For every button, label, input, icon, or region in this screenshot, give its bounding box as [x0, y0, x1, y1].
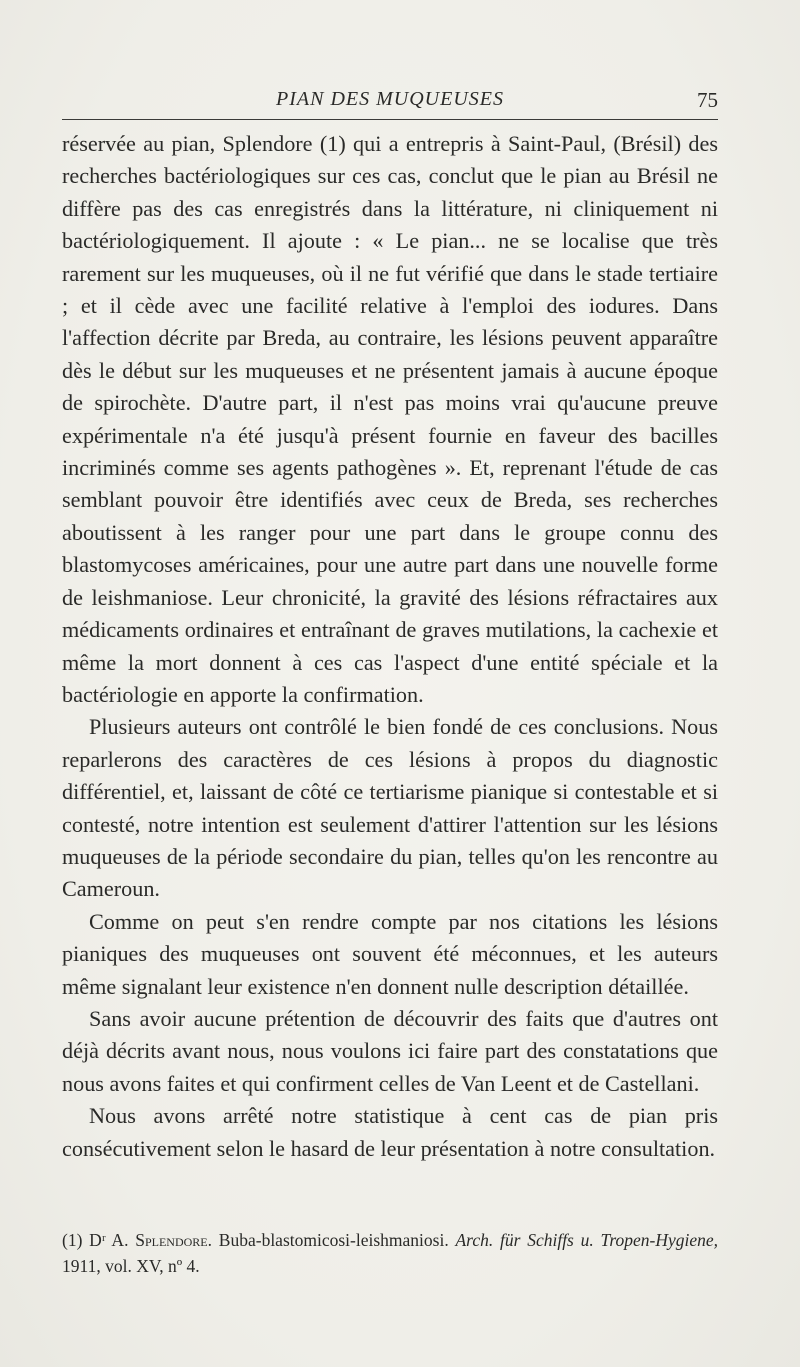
footnote: [62, 1227, 718, 1279]
paragraph-3: Comme on peut s'en rendre compte par nos citations les lésions pianiques des muqueuses ont souvent été méconnues, et les auteurs même signalant leur existence n'en donnent nulle description détaillée.: [62, 908, 718, 999]
body-text: [62, 128, 718, 1165]
footnote-marker: (1) Dʳ A.: [62, 1230, 129, 1250]
footnote-journal: Arch. für Schiffs u. Tropen-Hygiene,: [455, 1230, 718, 1250]
footnote-text: [62, 1227, 718, 1279]
page-number: 75: [697, 88, 718, 112]
header-rule: [62, 119, 718, 120]
footnote-title: Buba-blastomicosi-leishmaniosi.: [218, 1230, 449, 1250]
paragraph-1: réservée au pian, Splendore (1) qui a entrepris à Saint-Paul, (Brésil) des recherches bactériologiques sur ces cas, conclut que le pian au Brésil ne diffère pas des cas enregistrés dans la littérature, ni cliniquement ni bactériologiquement. Il ajoute : « Le pian... ne se localise que très rarement sur les muqueuses, où il ne fut vérifié que dans le stade tertiaire ; et il cède avec une facilité relative à l'emploi des iodures. Dans l'affection décrite par Breda, au contraire, les lésions peuvent apparaître dès le début sur les muqueuses et ne présentent jamais à aucune époque de spirochète. D'autre part, il n'est pas moins vrai qu'aucune preuve expérimentale n'a été jusqu'à présent fournie en faveur des bacilles incriminés comme ses agents pathogènes ». Et, reprenant l'étude de cas semblant pouvoir être identifiés avec ceux de Breda, ses recherches aboutissent à les ranger pour une part dans le groupe connu des blastomycoses américaines, pour une autre part dans une nouvelle forme de leishmaniose. Leur chronicité, la gravité des lésions réfractaires aux médicaments ordinaires et entraînant de graves mutilations, la cachexie et même la mort donnent à ces cas l'aspect d'une entité spéciale et la bactériologie en apporte la confirmation.: [62, 131, 718, 707]
running-title: PIAN DES MUQUEUSES: [276, 88, 504, 110]
footnote-author: Splendore.: [135, 1230, 213, 1250]
page-header: [62, 88, 718, 118]
footnote-details: 1911, vol. XV, nº 4.: [62, 1256, 200, 1276]
paragraph-4: Sans avoir aucune prétention de découvrir des faits que d'autres ont déjà décrits avant nous, nous voulons ici faire part des constatations que nous avons faites et qui confirment celles de Van Leent et de Castellani.: [62, 1005, 718, 1096]
paragraph-5: Nous avons arrêté notre statistique à cent cas de pian pris consécutivement selon le hasard de leur présentation à notre consultation.: [62, 1103, 718, 1161]
paragraph-2: Plusieurs auteurs ont contrôlé le bien fondé de ces conclusions. Nous reparlerons des caractères de ces lésions à propos du diagnostic différentiel, et, laissant de côté ce tertiarisme pianique si contestable et si contesté, notre intention est seulement d'attirer l'attention sur les lésions muqueuses de la période secondaire du pian, telles qu'on les rencontre au Cameroun.: [62, 714, 718, 902]
